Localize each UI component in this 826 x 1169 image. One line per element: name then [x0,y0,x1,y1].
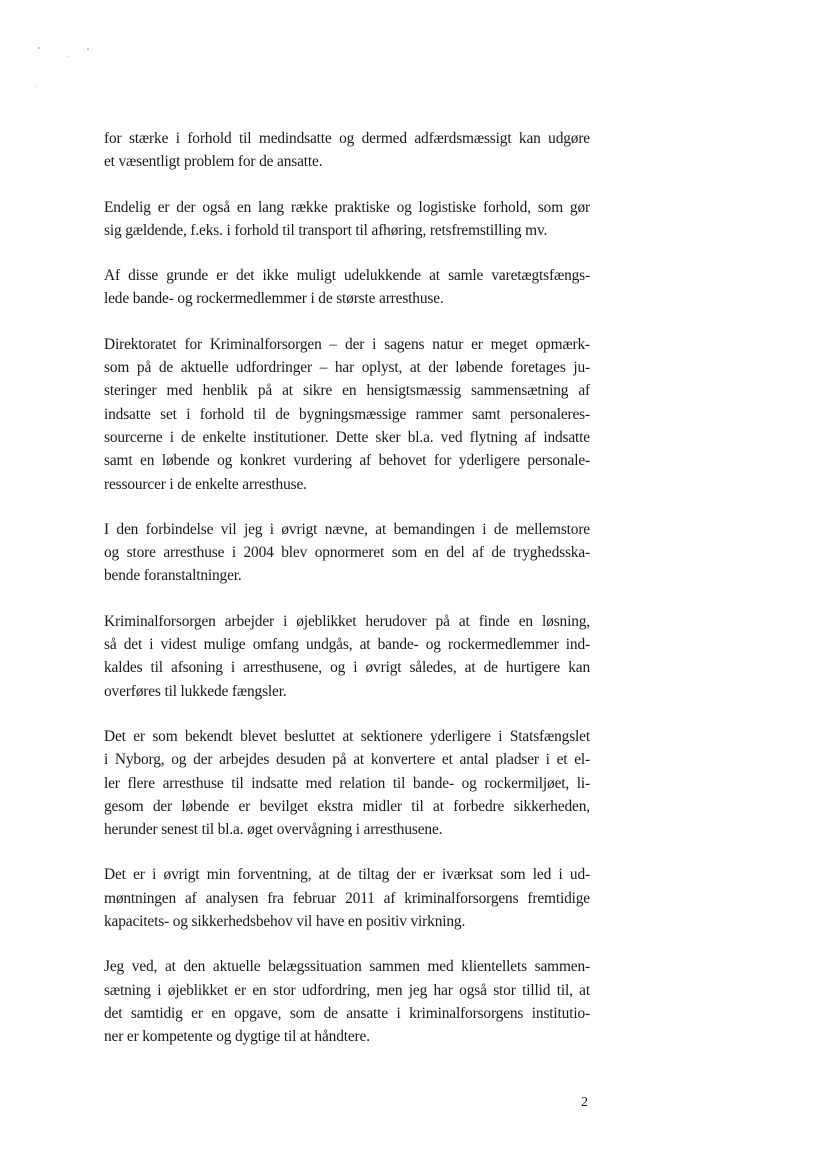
text-line: møntningen af analysen fra februar 2011 af kriminalforsorgens fremtidige [104,889,590,907]
text-line: gesom der løbende er bevilget ekstra midler til at forbedre sikkerheden, [104,797,590,815]
text-line: bende foranstaltninger. [104,567,242,585]
text-line: Kriminalforsorgen arbejder i øjeblikket herudover på at finde en løsning, [104,612,590,630]
paragraph-7 [104,725,590,841]
text-line: sætning i øjeblikket er en stor udfordring, men jeg har også stor tillid til, at [104,981,590,999]
text-line: et væsentligt problem for de ansatte. [104,153,323,171]
text-line: kapacitets- og sikkerhedsbehov vil have en positiv virkning. [104,913,466,931]
text-line: Af disse grunde er det ikke muligt udelukkende at samle varetægtsfængs- [104,267,590,285]
text-line: steringer med henblik på at sikre en hensigtsmæssig sammensætning af [104,382,590,400]
text-line: i Nyborg, og der arbejdes desuden på at konvertere et antal pladser i et el- [104,751,590,769]
text-line: Direktoratet for Kriminalforsorgen – der i sagens natur er meget opmærk- [104,335,590,353]
text-line: indsatte set i forhold til de bygningsmæssige rammer samt personaleres- [104,405,590,423]
document-body [104,127,590,1071]
text-line: samt en løbende og konkret vurdering af behovet for yderligere personale- [104,452,590,470]
paragraph-8 [104,863,590,933]
text-line: det samtidig er en opgave, som de ansatte i kriminalforsorgens institutio- [104,1004,590,1022]
paragraph-4 [104,333,590,496]
page-number: 2 [581,1095,588,1110]
paragraph-6 [104,610,590,703]
text-line: sourcerne i de enkelte institutioner. Dette sker bl.a. ved flytning af indsatte [104,428,590,446]
text-line: Det er som bekendt blevet besluttet at sektionere yderligere i Statsfængslet [104,727,590,745]
text-line: Det er i øvrigt min forventning, at de tiltag der er iværksat som led i ud- [104,866,590,884]
text-line: og store arresthuse i 2004 blev opnormeret som en del af de tryghedsska- [104,544,590,562]
text-line: lede bande- og rockermedlemmer i de største arresthuse. [104,290,444,308]
text-line: ressourcer i de enkelte arresthuse. [104,475,307,493]
paragraph-1 [104,127,590,174]
scan-speck [38,47,40,49]
text-line: som på de aktuelle udfordringer – har oplyst, at der løbende foretages ju- [104,359,590,377]
scan-speck [36,86,37,87]
paragraph-2 [104,196,590,243]
paragraph-3 [104,264,590,311]
text-line: kaldes til afsoning i arresthusene, og i øvrigt således, at de hurtigere kan [104,659,590,677]
paragraph-5 [104,518,590,588]
text-line: ner er kompetente og dygtige til at håndtere. [104,1028,370,1046]
text-line: Endelig er der også en lang række praktiske og logistiske forhold, som gør [104,198,590,216]
text-line: sig gældende, f.eks. i forhold til transport til afhøring, retsfremstilling mv. [104,221,548,239]
text-line: herunder senest til bl.a. øget overvågning i arresthusene. [104,821,443,839]
text-line: Jeg ved, at den aktuelle belægssituation sammen med klientellets sammen- [104,958,590,976]
text-line: overføres til lukkede fængsler. [104,682,287,700]
scan-speck [87,48,89,50]
text-line: I den forbindelse vil jeg i øvrigt nævne, at bemandingen i de mellemstore [104,520,590,538]
text-line: så det i videst mulige omfang undgås, at bande- og rockermedlemmer ind- [104,636,590,654]
paragraph-9 [104,955,590,1048]
text-line: ler flere arresthuse til indsatte med relation til bande- og rockermiljøet, li- [104,774,590,792]
text-line: for stærke i forhold til medindsatte og dermed adfærdsmæssigt kan udgøre [104,130,590,147]
scan-speck [67,56,68,57]
